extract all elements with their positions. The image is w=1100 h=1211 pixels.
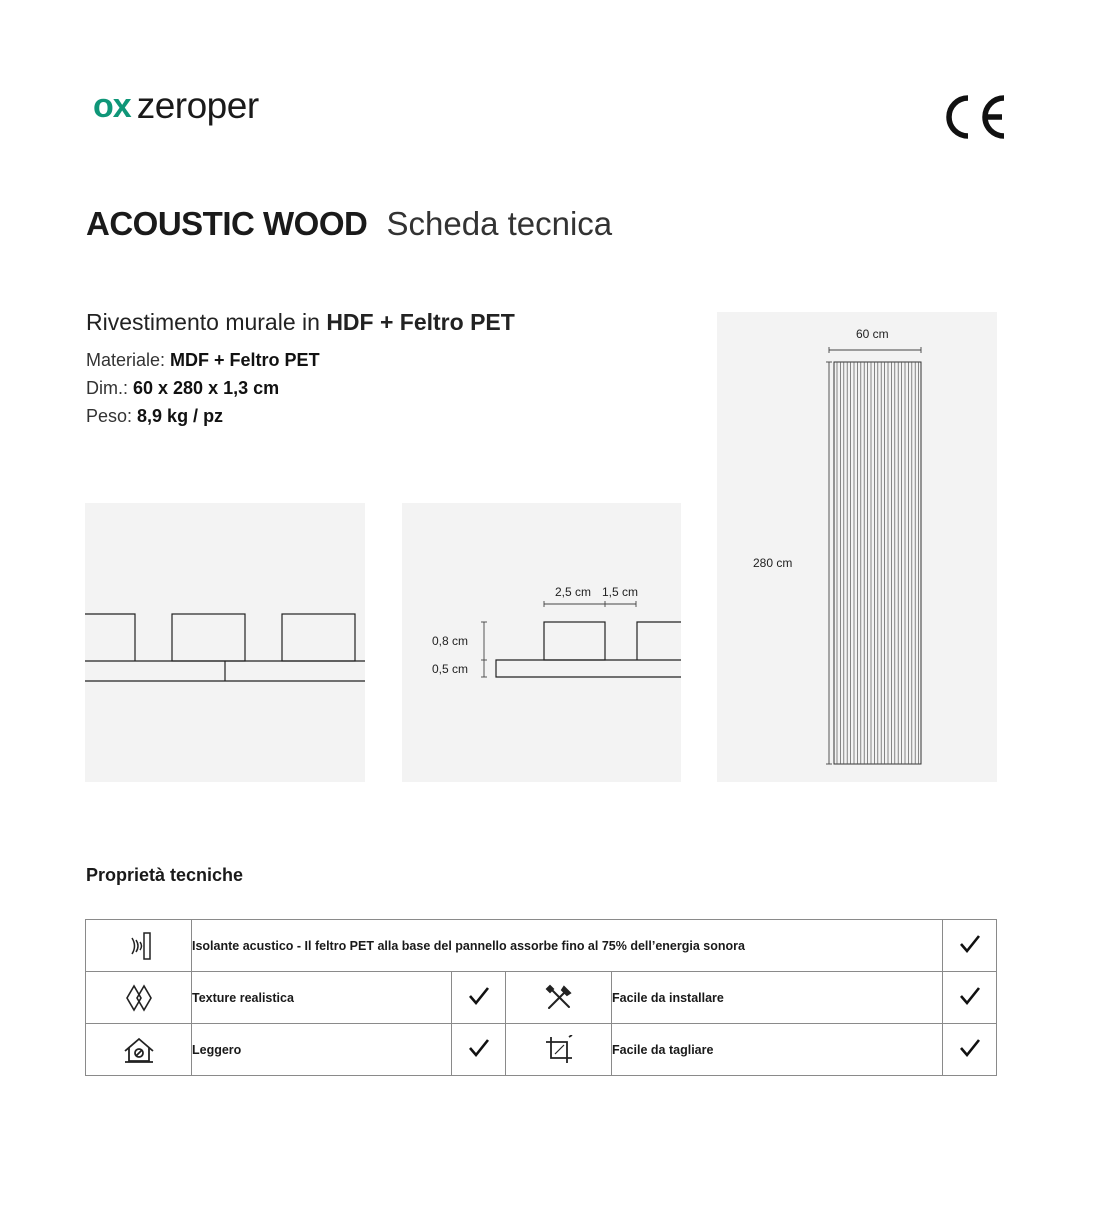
property-text: Texture realistica — [192, 972, 452, 1024]
brand-mark: ox — [93, 87, 131, 125]
spec-dimensions: Dim.: 60 x 280 x 1,3 cm — [86, 378, 280, 398]
spec-material: Materiale: MDF + Feltro PET — [86, 350, 320, 370]
cross-section-diagram — [85, 503, 365, 782]
brand-name: zeroper — [136, 85, 259, 126]
ce-mark-icon — [938, 92, 1008, 142]
specs-block — [86, 306, 515, 430]
dim-gap-width: 1,5 cm — [602, 585, 639, 599]
property-text: Isolante acustico - Il feltro PET alla base del pannello assorbe fino al 75% dell’energia sonora — [192, 920, 943, 972]
brand-logo — [93, 84, 259, 128]
specs-heading: Rivestimento murale in HDF + Feltro PET — [86, 309, 515, 335]
texture-diamond-icon — [86, 972, 192, 1024]
product-name: ACOUSTIC WOOD — [86, 205, 368, 242]
property-text: Facile da installare — [612, 972, 943, 1024]
property-text: Facile da tagliare — [612, 1024, 943, 1076]
check-icon — [943, 920, 997, 972]
panel-elevation-diagram — [717, 312, 997, 782]
check-icon — [452, 1024, 506, 1076]
dim-panel-width: 60 cm — [856, 327, 889, 341]
dim-slat-width: 2,5 cm — [555, 585, 592, 599]
check-icon — [943, 1024, 997, 1076]
dim-panel-height: 280 cm — [753, 556, 793, 570]
profile-dimensions-diagram — [402, 503, 681, 782]
crop-icon — [506, 1024, 612, 1076]
document-type: Scheda tecnica — [386, 205, 613, 242]
property-text: Leggero — [192, 1024, 452, 1076]
tools-icon — [506, 972, 612, 1024]
properties-table — [85, 919, 997, 1076]
dim-base-height: 0,5 cm — [432, 662, 469, 676]
table-row — [86, 920, 997, 972]
check-icon — [452, 972, 506, 1024]
light-house-icon — [86, 1024, 192, 1076]
table-row — [86, 972, 997, 1024]
sound-wall-icon — [86, 920, 192, 972]
dim-slat-height: 0,8 cm — [432, 634, 469, 648]
page-title — [86, 202, 612, 246]
check-icon — [943, 972, 997, 1024]
table-row — [86, 1024, 997, 1076]
properties-title: Proprietà tecniche — [86, 865, 244, 885]
spec-weight: Peso: 8,9 kg / pz — [86, 406, 224, 426]
